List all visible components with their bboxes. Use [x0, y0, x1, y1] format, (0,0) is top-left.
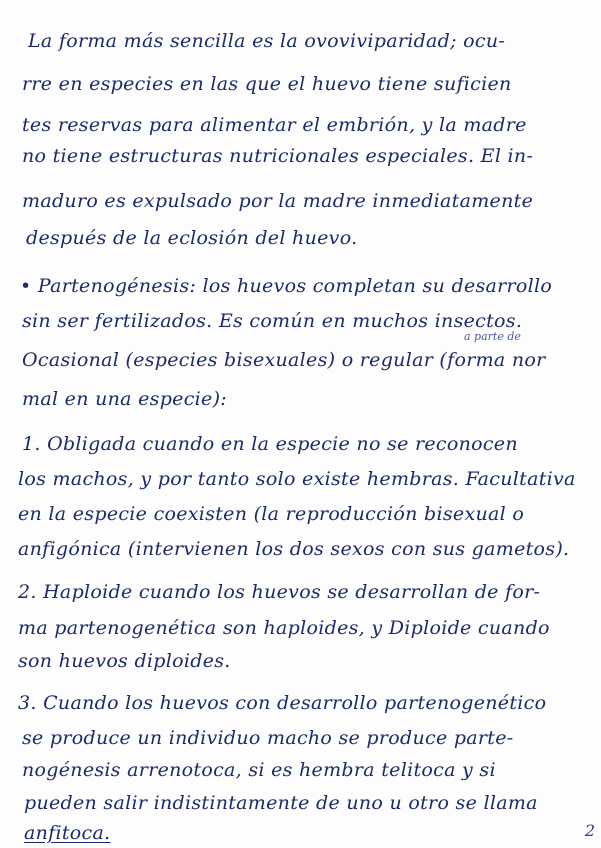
text-line: Ocasional (especies bisexuales) o regular (forma nor — [22, 349, 546, 371]
text-line: pueden salir indistintamente de uno u otro se llama — [24, 792, 538, 814]
text-line: se produce un individuo macho se produce parte- — [22, 727, 514, 749]
text-line: maduro es expulsado por la madre inmediatamente — [22, 190, 534, 212]
text-line: en la especie coexisten (la reproducción bisexual o — [18, 503, 525, 525]
margin-note: a parte de — [464, 330, 521, 343]
text-line: La forma más sencilla es la ovoviviparidad; ocu- — [28, 30, 506, 52]
page-number: 2 — [584, 821, 595, 840]
text-line: 2. Haploide cuando los huevos se desarrollan de for- — [18, 581, 541, 603]
text-line: sin ser fertilizados. Es común en muchos insectos. — [22, 310, 523, 332]
text-line: son huevos diploides. — [18, 650, 231, 672]
text-line: tes reservas para alimentar el embrión, y la madre — [22, 114, 527, 136]
text-line: mal en una especie): — [22, 388, 227, 410]
text-line: • Partenogénesis: los huevos completan su desarrollo — [20, 275, 553, 297]
text-line: no tiene estructuras nutricionales especiales. El in- — [22, 145, 534, 167]
text-line: 1. Obligada cuando en la especie no se reconocen — [22, 433, 518, 455]
text-line: ma partenogenética son haploides, y Diploide cuando — [18, 617, 550, 639]
text-line: después de la eclosión del huevo. — [26, 227, 358, 249]
text-line: nogénesis arrenotoca, si es hembra telitoca y si — [22, 759, 496, 781]
text-line: rre en especies en las que el huevo tiene suficien — [22, 73, 512, 95]
text-line: anfitoca. — [24, 822, 111, 844]
text-line: los machos, y por tanto solo existe hembras. Facultativa — [18, 468, 576, 490]
text-line: 3. Cuando los huevos con desarrollo partenogenético — [18, 692, 547, 714]
text-line: anfigónica (intervienen los dos sexos con sus gametos). — [18, 538, 570, 560]
